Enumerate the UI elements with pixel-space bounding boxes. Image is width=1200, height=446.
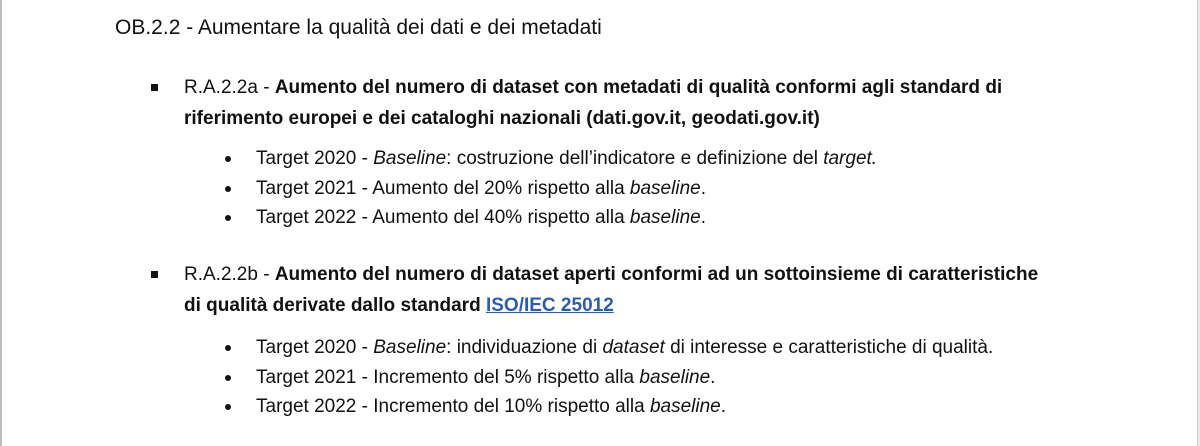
target-italic: baseline	[629, 177, 701, 199]
page-left-edge	[0, 0, 2, 446]
target-italic: target.	[823, 148, 878, 169]
result-text-a	[184, 72, 1044, 134]
square-bullet-icon	[151, 84, 158, 91]
target-lead: Baseline	[373, 148, 447, 169]
iso-iec-25012-link[interactable]: ISO/IEC 25012	[485, 295, 614, 316]
target-end: di interesse e caratteristiche di qualità.	[664, 337, 994, 358]
target-italic: dataset	[602, 337, 665, 358]
round-bullet-icon	[225, 186, 231, 192]
target-year: Target 2022 -	[256, 396, 374, 417]
round-bullet-icon	[225, 215, 231, 221]
target-text: Incremento del 5% rispetto alla	[373, 366, 640, 388]
round-bullet-icon	[225, 404, 231, 410]
square-bullet-icon	[151, 271, 158, 278]
round-bullet-icon	[225, 375, 231, 381]
target-italic: baseline	[639, 366, 711, 388]
target-text: Aumento del 40% rispetto alla	[372, 207, 630, 228]
result-code: R.A.2.2b	[184, 264, 258, 285]
target-list-b	[225, 333, 993, 422]
target-item	[225, 203, 877, 233]
result-item-a	[151, 72, 1044, 134]
target-text: Aumento del 20% rispetto alla	[372, 177, 630, 199]
target-text: : costruzione dell’indicatore e definizione del	[446, 148, 824, 169]
target-item	[225, 333, 993, 363]
target-list-a	[225, 144, 877, 233]
target-year: Target 2021 -	[256, 177, 373, 199]
target-item	[225, 392, 993, 422]
target-item	[225, 363, 993, 393]
target-text: Incremento del 10% rispetto alla	[373, 396, 650, 417]
target-year: Target 2020 -	[256, 148, 374, 169]
target-item	[225, 174, 877, 204]
round-bullet-icon	[225, 156, 231, 162]
target-item	[225, 144, 877, 174]
target-end: .	[720, 396, 727, 417]
target-italic: baseline	[649, 396, 721, 417]
objective-heading: OB.2.2 - Aumentare la qualità dei dati e dei metadati	[115, 16, 602, 39]
target-end: .	[700, 177, 706, 199]
target-year: Target 2021 -	[256, 366, 374, 388]
result-code: R.A.2.2a	[184, 77, 258, 98]
result-item-b	[151, 259, 1044, 321]
result-text-b	[184, 259, 1044, 321]
target-year: Target 2022 -	[256, 207, 373, 228]
target-lead: Baseline	[373, 337, 447, 358]
target-year: Target 2020 -	[256, 337, 374, 358]
result-separator: -	[257, 264, 275, 285]
target-end: .	[700, 207, 706, 228]
result-separator: -	[257, 77, 275, 98]
result-title: Aumento del numero di dataset aperti conformi ad un sottoinsieme di caratteristiche di qualità derivate dallo standard	[184, 264, 1039, 316]
target-end: .	[710, 366, 716, 388]
round-bullet-icon	[225, 345, 231, 351]
target-text: : individuazione di	[446, 337, 603, 358]
result-title: Aumento del numero di dataset con metadati di qualità conformi agli standard di riferimento europei e dei cataloghi nazionali (dati.gov.it, geodati.gov.it)	[184, 77, 1003, 129]
target-italic: baseline	[629, 207, 701, 228]
